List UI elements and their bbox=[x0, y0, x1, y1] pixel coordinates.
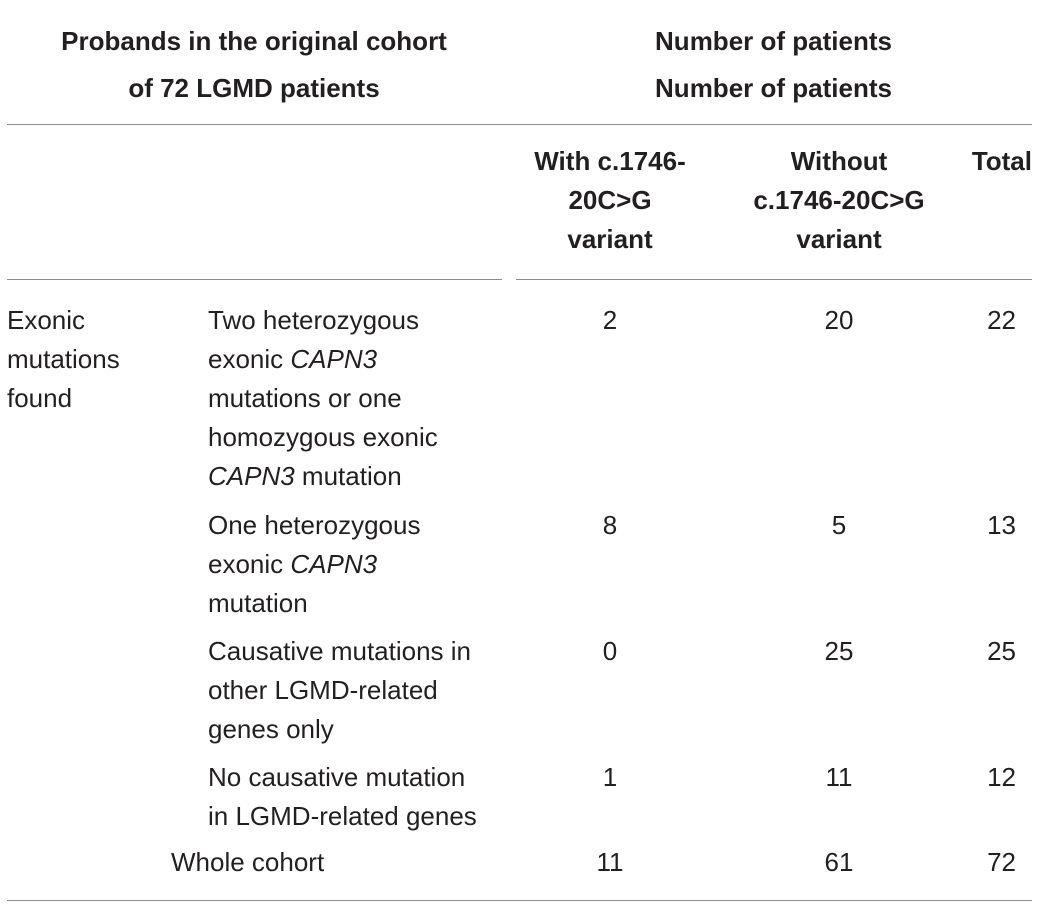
cell-without-variant: 25 bbox=[824, 636, 854, 666]
col-header-without-line: variant bbox=[796, 224, 882, 254]
row-label-line: One heterozygous bbox=[208, 510, 421, 540]
row-label-line: other LGMD-related bbox=[208, 675, 438, 705]
row-label-line: Two heterozygous bbox=[208, 305, 420, 335]
cell-with-variant: 8 bbox=[602, 510, 618, 540]
cell-total: 12 bbox=[987, 762, 1016, 792]
gene-name: CAPN3 bbox=[290, 344, 378, 374]
col-header-with-line: 20C>G bbox=[568, 185, 652, 215]
row-label-line: mutation bbox=[208, 588, 308, 618]
row-label-line: genes only bbox=[208, 714, 334, 744]
column-header-divider-left bbox=[7, 279, 502, 280]
col-header-without-line: c.1746-20C>G bbox=[753, 185, 925, 215]
col-header-without-line: Without bbox=[790, 146, 888, 176]
group-label-line: Exonic bbox=[7, 305, 86, 335]
col-header-with-line: variant bbox=[567, 224, 653, 254]
cell-with-variant: 1 bbox=[602, 762, 618, 792]
row-label-line: No causative mutation bbox=[208, 762, 466, 792]
cell-without-variant: 11 bbox=[825, 762, 853, 792]
gene-name: CAPN3 bbox=[290, 549, 378, 579]
whole-cohort-label: Whole cohort bbox=[171, 847, 325, 877]
group-label-line: mutations bbox=[7, 344, 120, 374]
table-bottom-rule bbox=[7, 900, 1032, 901]
header-number-line2: Number of patients bbox=[655, 73, 892, 103]
row-label-line: homozygous exonic bbox=[208, 422, 438, 452]
gene-name: CAPN3 bbox=[208, 461, 295, 491]
col-header-total: Total bbox=[971, 146, 1032, 176]
row-label-line: exonic CAPN3 bbox=[208, 344, 378, 374]
whole-cohort-with-variant: 11 bbox=[596, 847, 624, 877]
row-label-line: CAPN3 mutation bbox=[208, 461, 402, 491]
header-number-line1: Number of patients bbox=[655, 26, 892, 56]
cell-without-variant: 5 bbox=[831, 510, 847, 540]
row-label-line: exonic CAPN3 bbox=[208, 549, 378, 579]
cell-total: 22 bbox=[987, 305, 1016, 335]
row-label-line: mutations or one bbox=[208, 383, 402, 413]
whole-cohort-total: 72 bbox=[987, 847, 1016, 877]
header-probands-line1: Probands in the original cohort bbox=[61, 26, 447, 56]
cell-with-variant: 2 bbox=[602, 305, 618, 335]
cell-total: 25 bbox=[987, 636, 1016, 666]
group-label-line: found bbox=[7, 383, 73, 413]
row-label-line: in LGMD-related genes bbox=[208, 801, 477, 831]
cell-with-variant: 0 bbox=[602, 636, 618, 666]
row-label-line: Causative mutations in bbox=[208, 636, 472, 666]
whole-cohort-without-variant: 61 bbox=[824, 847, 854, 877]
cell-without-variant: 20 bbox=[824, 305, 854, 335]
column-header-divider-right bbox=[516, 279, 1032, 280]
col-header-with-line: With c.1746- bbox=[534, 146, 686, 176]
header-probands-line2: of 72 LGMD patients bbox=[128, 73, 380, 103]
cell-total: 13 bbox=[987, 510, 1016, 540]
header-divider bbox=[7, 124, 1032, 125]
